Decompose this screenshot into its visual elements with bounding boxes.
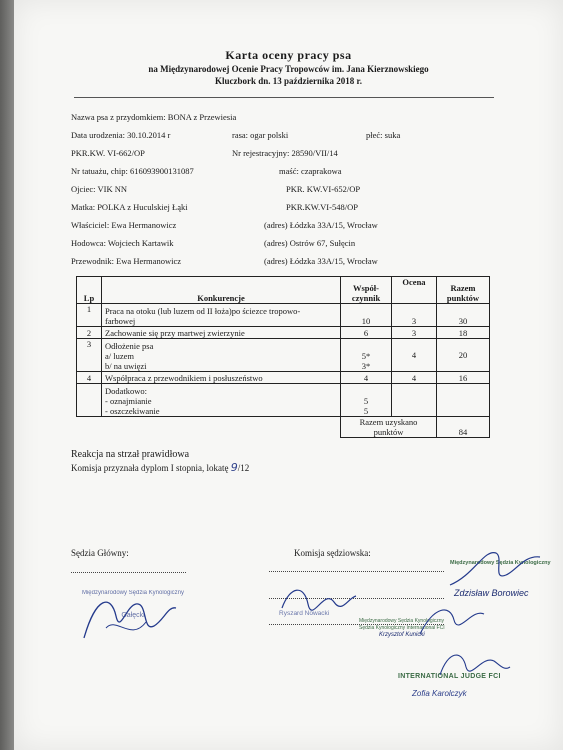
row-ocena: 3	[392, 304, 437, 327]
header-wspolczynnik: Współ- czynnik	[341, 277, 392, 304]
dog-mother-pkr: PKR.KW.VI-548/OP	[286, 202, 358, 212]
header-konkurencje: Konkurencje	[102, 277, 341, 304]
dog-handler: Przewodnik: Ewa Hermanowicz	[71, 256, 181, 266]
row-ocena: 4	[392, 372, 437, 384]
row-wspolczynnik: 10	[341, 304, 392, 327]
dog-owner: Właściciel: Ewa Hermanowicz	[71, 220, 177, 230]
dog-pkr: PKR.KW. VI-662/OP	[71, 148, 145, 158]
row-lp: 3	[77, 339, 102, 372]
judge-signature-line	[71, 572, 186, 573]
document-page	[14, 0, 563, 750]
divider	[74, 97, 494, 98]
stamp-kunicki: Międzynarodowy Sędzia Kynologiczny Sędzia Kynologiczny Internacional FCI Krzysztof Kunicki	[359, 618, 445, 638]
committee-label: Komisja sędziowska:	[294, 548, 371, 558]
committee-signature-borowiec	[444, 545, 554, 595]
table-row	[77, 384, 490, 417]
score-table-header	[77, 277, 490, 304]
table-row	[77, 327, 490, 339]
score-table	[76, 276, 490, 438]
row-razem: 30	[437, 304, 490, 327]
row-konkurencja: Odłożenie psa a/ luzem b/ na uwięzi	[102, 339, 341, 372]
document-title: Karta oceny pracy psa	[225, 48, 352, 62]
row-konkurencja: Dodatkowo: - oznajmianie - oszczekiwanie	[102, 384, 341, 417]
judge-signature	[76, 586, 186, 648]
row-lp: 1	[77, 304, 102, 327]
table-row	[77, 339, 490, 372]
row-razem: 20	[437, 339, 490, 372]
row-razem: 16	[437, 372, 490, 384]
row-wspolczynnik: 5* 3*	[341, 339, 392, 372]
total-label: Razem uzyskano punktów	[341, 417, 437, 438]
shot-reaction: Reakcja na strzał prawidłowa	[71, 449, 190, 460]
total-spacer	[77, 417, 341, 438]
row-lp: 4	[77, 372, 102, 384]
dog-reg: Nr rejestracyjny: 28590/VII/14	[232, 148, 338, 158]
row-lp: 2	[77, 327, 102, 339]
row-wspolczynnik: 6	[341, 327, 392, 339]
dog-breed: rasa: ogar polski	[232, 130, 289, 140]
row-wspolczynnik: 4	[341, 372, 392, 384]
dog-name: Nazwa psa z przydomkiem: BONA z Przewiesia	[71, 112, 237, 122]
judge-label: Sędzia Główny:	[71, 548, 129, 558]
dog-owner-address: (adres) Łódzka 33A/15, Wrocław	[264, 220, 378, 230]
fci-stamp-label: INTERNATIONAL JUDGE FCI	[398, 673, 501, 680]
dog-mother: Matka: POLKA z Huculskiej Łąki	[71, 202, 188, 212]
background-edge	[0, 0, 14, 750]
row-konkurencja: Zachowanie się przy martwej zwierzynie	[102, 327, 341, 339]
dog-father-pkr: PKR. KW.VI-652/OP	[286, 184, 361, 194]
dog-handler-address: (adres) Łódzka 33A/15, Wrocław	[264, 256, 378, 266]
row-ocena	[392, 384, 437, 417]
total-value: 84	[437, 417, 490, 438]
handwritten-place: 9	[230, 461, 238, 474]
row-razem: 18	[437, 327, 490, 339]
row-razem	[437, 384, 490, 417]
committee-signature-line-1	[269, 571, 444, 572]
stamp-borowiec-name: Zdzisław Borowiec	[454, 588, 529, 598]
dog-breeder: Hodowca: Wojciech Kartawik	[71, 238, 174, 248]
dog-father: Ojciec: VIK NN	[71, 184, 128, 194]
judge-stamp: Międzynarodowy Sędzia Kynologiczny Gałęcki	[81, 590, 185, 619]
row-konkurencja: Praca na otoku (lub luzem od II łoża)po ściezce tropowo- farbowej	[102, 304, 341, 327]
dog-dob: Data urodzenia: 30.10.2014 r	[71, 130, 171, 140]
dog-tattoo: Nr tatuażu, chip: 616093900131087	[71, 166, 194, 176]
row-wspolczynnik: 5 5	[341, 384, 392, 417]
header-ocena: Ocena	[392, 277, 437, 304]
total-row	[77, 417, 490, 438]
table-row	[77, 304, 490, 327]
header-lp: Lp	[77, 277, 102, 304]
fci-signature	[434, 645, 514, 685]
committee-signature-kunicki	[414, 600, 504, 640]
table-row	[77, 372, 490, 384]
row-lp	[77, 384, 102, 417]
committee-stamp-middle: Ryszard Nowacki	[279, 610, 330, 617]
diploma-line: Komisja przyznała dyplom I stopnia, lokatę 9/12	[71, 461, 250, 474]
document-place-date: Kluczbork dn. 13 października 2018 r.	[215, 76, 362, 86]
row-ocena: 3	[392, 327, 437, 339]
fci-stamp-name: Zofia Karolczyk	[412, 689, 467, 698]
row-konkurencja: Współpraca z przewodnikiem i posłuszeństwo	[102, 372, 341, 384]
document-subtitle: na Międzynarodowej Ocenie Pracy Tropowców im. Jana Kierznowskiego	[148, 64, 429, 74]
dog-sex: płeć: suka	[366, 130, 401, 140]
committee-signature-middle	[272, 578, 362, 628]
dog-coat: maść: czaprakowa	[279, 166, 342, 176]
header-razem: Razem punktów	[437, 277, 490, 304]
stamp-borowiec-title: Międzynarodowy Sędzia Kynologiczny	[450, 560, 551, 566]
dog-breeder-address: (adres) Ostrów 67, Sułęcin	[264, 238, 356, 248]
row-ocena: 4	[392, 339, 437, 372]
